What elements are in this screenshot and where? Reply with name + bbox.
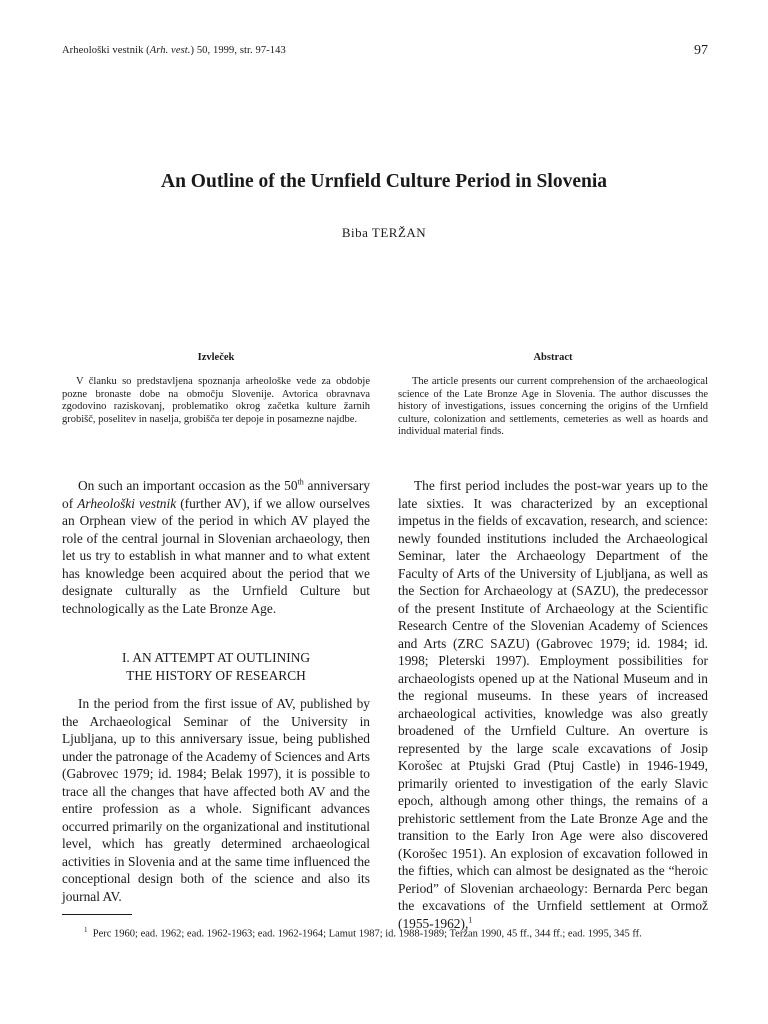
article-title: An Outline of the Urnfield Culture Period in Slovenia — [161, 171, 607, 192]
footnote-marker: 1 — [84, 926, 88, 934]
right-column-paragraph: The first period includes the post-war years up to the late sixties. It was characterized by an exceptional impetus in the fields of excavation, research, and science: newly founded institutions included the Archaeological Seminar, later the Archaeology Department of the Faculty of Arts of the University of Ljubljana, as well as the Section for Archaeology at (SAZU), the predecessor of the present Institute of Archaeology at the Scientific Research Centre of the Slovenian Academy of Sciences and Arts (ZRC SAZU) (Gabrovec 1979; id. 1984; id. 1998; Pleterski 1997). Employment possibilities for archaeologists opened up at the National Museum and in the regional museums. In these years of increased archaeological activities, knowledge was also greatly broadened of the Urnfield Culture. An overture is represented by the large scale excavations of Josip Korošec at Ptujski Grad (Ptuj Castle) in 1946-1949, primarily oriented to investigation of the early Slavic epoch, although among other things, the remains of a prehistoric settlement from the Late Bronze Age and the transition to the Early Iron Age were also discovered (Korošec 1951). An explosion of excavation followed in the fifties, which can almost be designated as the “heroic Period” of Slovenian archaeology: Bernarda Perc began the excavations of the Urnfield settlement at Ormož (1955-1962),$^1$ — [398, 478, 708, 931]
abstract-english-heading: Abstract — [533, 352, 573, 363]
abstract-slovene-text: V članku so predstavljena spoznanja arheološke vede za obdobje pozne bronaste dobe na območju Slovenije. Avtorica obravnava zgodovino raziskovanj, problematiko okrog začetka kulture žarnih grobišč, poselitev in naselja, grobišča ter depoje in posamezne najdbe. — [62, 376, 370, 425]
intro-paragraph: On such an important occasion as the 50th anniversary of Arheološki vestnik (further AV), if we allow ourselves an Orphean view of the period in which AV played the role of the central journal in Slovenian archaeology, then let us try to establish in what manner and to what extent has knowledge been acquired about the period that we designate culturally as the Urnfield Culture but technologically as the Late Bronze Age. — [62, 477, 370, 616]
abstract-english-text: The article presents our current comprehension of the archaeological science of the Late Bronze Age in Slovenia. The author discusses the history of investigations, issues concerning the origins of the Urnfield culture, colonization and settlements, cemeteries as well as hoards and individual material finds. — [398, 376, 708, 437]
footnote — [62, 922, 708, 943]
footnote-text: Perc 1960; ead. 1962; ead. 1962-1963; ead. 1962-1964; Lamut 1987; id. 1988-1989; Teržan 1990, 45 ff., 344 ff.; ead. 1995, 345 ff. — [92, 928, 642, 940]
footnote-reference: 1 — [468, 915, 473, 925]
history-paragraph: In the period from the first issue of AV, published by the Archaeological Seminar of the University in Ljubljana, up to this anniversary issue, being published under the patronage of the Academy of Sciences and Arts (Gabrovec 1979; id. 1984; Belak 1997), it is possible to trace all the changes that have affected both AV and the entire profession as a whole. Significant advances occurred primarily on the organizational and institutional level, which has greatly determined archaeological activities in Slovenia and at the same time influenced the conceptional design both of the science and also its journal AV. — [62, 696, 370, 904]
article-author: Biba TERŽAN — [341, 225, 427, 240]
page-number: 97 — [694, 43, 708, 58]
journal-abbreviation: Arh. vest. — [149, 45, 191, 56]
running-head: Arheološki vestnik (Arh. vest.) 50, 1999, str. 97-143 — [62, 45, 286, 56]
abstract-slovene-heading: Izvleček — [197, 352, 235, 363]
citation-details: ) 50, 1999, str. 97-143 — [190, 45, 286, 56]
section-heading: I. AN ATTEMPT AT OUTLINING THE HISTORY OF RESEARCH — [121, 650, 311, 683]
footnote-divider — [62, 914, 132, 915]
superscript-th: th — [297, 477, 304, 487]
journal-name: Arheološki vestnik — [62, 45, 144, 56]
journal-name-italic: Arheološki vestnik — [77, 495, 177, 511]
